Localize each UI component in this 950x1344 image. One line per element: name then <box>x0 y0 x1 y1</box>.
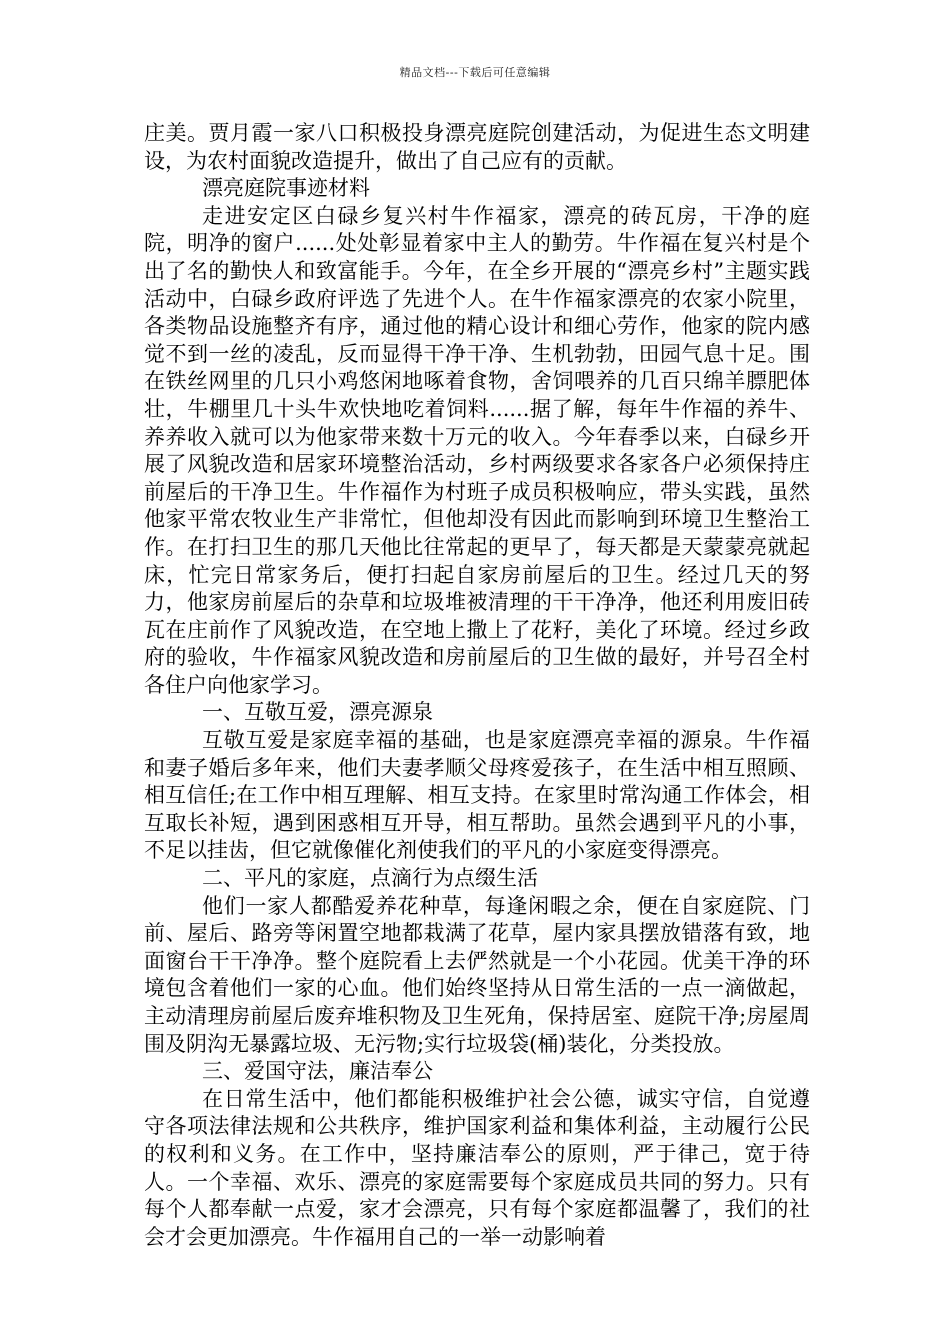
heading-section-3: 三、爱国守法，廉洁奉公 <box>202 1059 433 1084</box>
paragraph-intro: 庄美。贾月霞一家八口积极投身漂亮庭院创建活动，为促进生态文明建设，为农村面貌改造提升，做出了自己应有的贡献。 <box>144 121 810 173</box>
heading-section-2: 二、平凡的家庭，点滴行为点缀生活 <box>202 866 538 891</box>
page-header: 精品文档---下载后可任意编辑 <box>399 66 551 79</box>
paragraph-section-3: 在日常生活中，他们都能积极维护社会公德，诚实守信，自觉遵守各项法律法规和公共秩序，维护国家利益和集体利益，主动履行公民的权利和义务。在工作中，坚持廉洁奉公的原则，严于律己，宽于待人。一个幸福、欢乐、漂亮的家庭需要每个家庭成员共同的努力。只有每个人都奉献一点爱，家才会漂亮，只有每个家庭都温馨了，我们的社会才会更加漂亮。牛作福用自己的一举一动影响着 <box>144 1086 810 1249</box>
document-body <box>144 120 810 1251</box>
heading-title: 漂亮庭院事迹材料 <box>202 176 370 201</box>
paragraph-story: 走进安定区白碌乡复兴村牛作福家，漂亮的砖瓦房，干净的庭院，明净的窗户......处处彰显着家中主人的勤劳。牛作福在复兴村是个出了名的勤快人和致富能手。今年，在全乡开展的“漂亮乡村”主题实践活动中，白碌乡政府评选了先进个人。在牛作福家漂亮的农家小院里，各类物品设施整齐有序，通过他的精心设计和细心劳作，他家的院内感觉不到一丝的凌乱，反而显得干净干净、生机勃勃，田园气息十足。围在铁丝网里的几只小鸡悠闲地啄着食物，舍饲喂养的几百只绵羊膘肥体壮，牛棚里几十头牛欢快地吃着饲料......据了解，每年牛作福的养牛、养养收入就可以为他家带来数十万元的收入。今年春季以来，白碌乡开展了风貌改造和居家环境整治活动，乡村两级要求各家各户必须保持庄前屋后的干净卫生。牛作福作为村班子成员积极响应，带头实践，虽然他家平常农牧业生产非常忙，但他却没有因此而影响到环境卫生整治工作。在打扫卫生的那几天他比往常起的更早了，每天都是天蒙蒙亮就起床，忙完日常家务后，便打扫起自家房前屋后的卫生。经过几天的努力，他家房前屋后的杂草和垃圾堆被清理的干干净净，他还利用废旧砖瓦在庄前作了风貌改造，在空地上撒上了花籽，美化了环境。经过乡政府的验收，牛作福家风貌改造和房前屋后的卫生做的最好，并号召全村各住户向他家学习。 <box>144 203 810 697</box>
paragraph-section-2: 他们一家人都酷爱养花种草，每逢闲暇之余，便在自家庭院、门前、屋后、路旁等闲置空地都栽满了花草，屋内家具摆放错落有致，地面窗台干干净净。整个庭院看上去俨然就是一个小花园。优美干净的环境包含着他们一家的心血。他们始终坚持从日常生活的一点一滴做起，主动清理房前屋后废弃堆积物及卫生死角，保持居室、庭院干净;房屋周围及阴沟无暴露垃圾、无污物;实行垃圾袋(桶)装化，分类投放。 <box>144 893 810 1056</box>
paragraph-section-1: 互敬互爱是家庭幸福的基础，也是家庭漂亮幸福的源泉。牛作福和妻子婚后多年来，他们夫妻孝顺父母疼爱孩子，在生活中相互照顾、相互信任;在工作中相互理解、相互支持。在家里时常沟通工作体会，相互取长补短，遇到困惑相互开导，相互帮助。虽然会遇到平凡的小事，不足以挂齿，但它就像催化剂使我们的平凡的小家庭变得漂亮。 <box>144 728 810 863</box>
heading-section-1: 一、互敬互爱，漂亮源泉 <box>202 700 433 725</box>
